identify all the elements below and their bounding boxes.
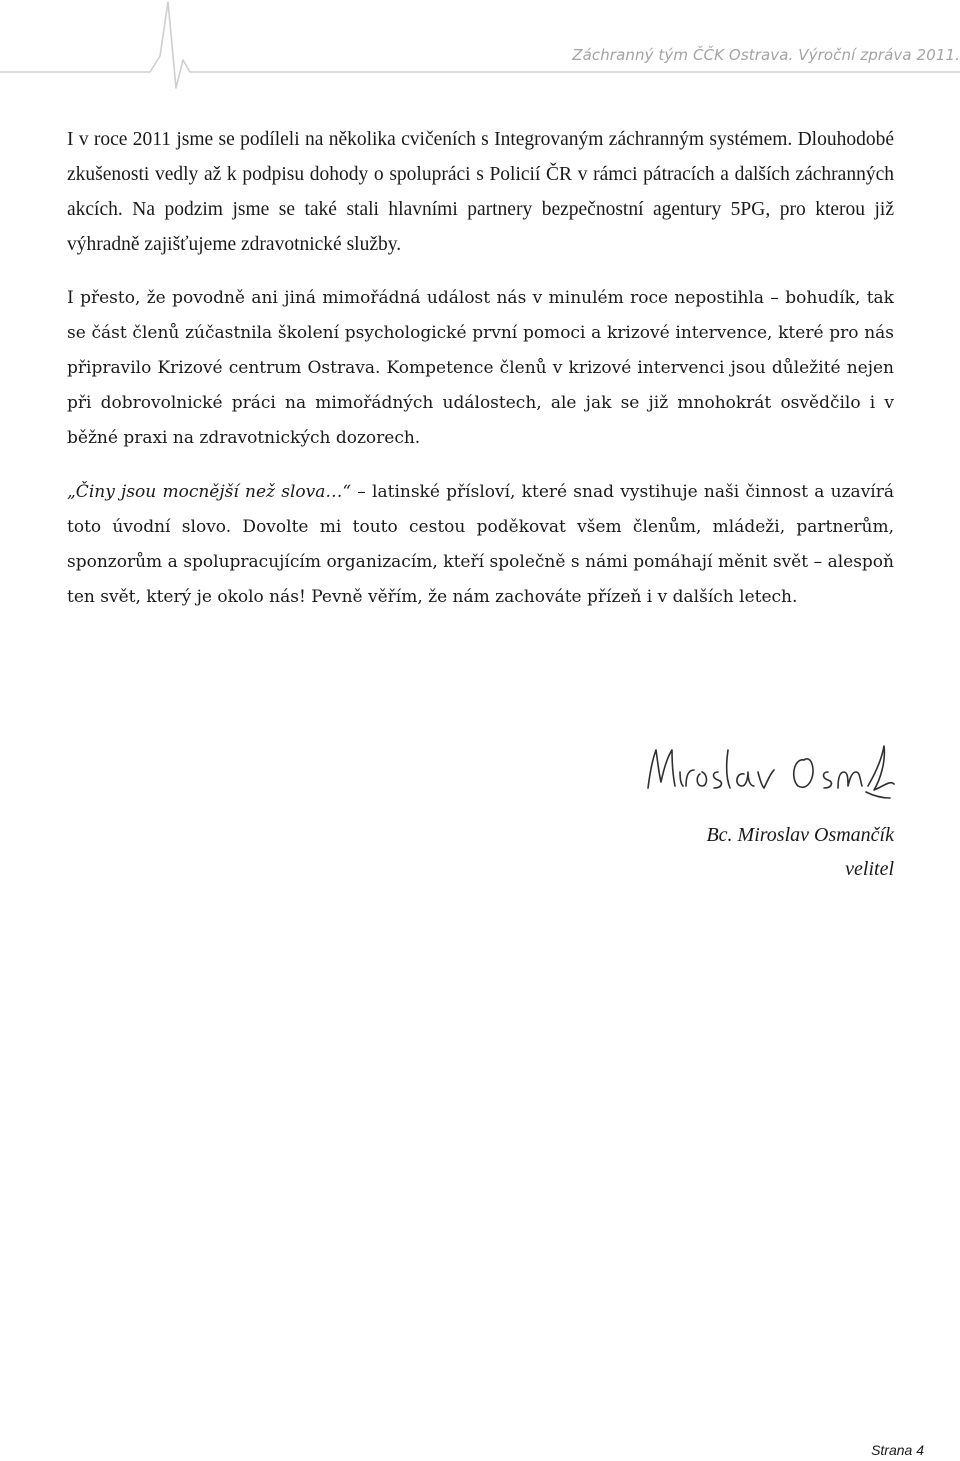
paragraph-3-text: – latinské přísloví, které snad vystihuje naši činnost a uzavírá toto úvodní slovo. Dovolte mi touto cestou poděkovat všem členům, mládeži, partnerům, sponzorům a spolupracujícím organizacím, kteří společně s námi pomáhají měnit svět – alespoň ten svět, který je okolo nás! Pevně věřím, že nám zachováte přízeň i v dalších letech. — [67, 482, 894, 607]
paragraph-1: I v roce 2011 jsme se podíleli na několika cvičeních s Integrovaným záchranným systémem. Dlouhodobé zkušenosti vedly až k podpisu dohody o spolupráci s Policií ČR v rámci pátracích a dalších záchranných akcích. Na podzim jsme se také stali hlavními partnery bezpečnostní agentury 5PG, pro kterou již výhradně zajišťujeme zdravotnické služby. — [67, 129, 894, 255]
page-number: Strana 4 — [871, 1442, 924, 1458]
signatory-name: Bc. Miroslav Osmančík — [706, 824, 894, 846]
latin-proverb-quote: „Činy jsou mocnější než slova…“ — [67, 482, 352, 502]
signatory-role: velitel — [845, 858, 894, 880]
letter-body — [67, 122, 894, 615]
paragraph-3 — [67, 475, 894, 615]
paragraph-2: I přesto, že povodně ani jiná mimořádná událost nás v minulém roce nepostihla – bohudík, tak se část členů zúčastnila školení psychologické první pomoci a krizové intervence, které pro nás připravilo Krizové centrum Ostrava. Kompetence členů v krizové intervenci jsou důležité nejen při dobrovolnické práci na mimořádných událostech, ale jak se již mnohokrát osvědčilo i v běžné praxi na zdravotnických dozorech. — [67, 288, 894, 448]
handwritten-signature — [628, 728, 908, 810]
page-header-title: Záchranný tým ČČK Ostrava. Výroční zpráva 2011. — [572, 46, 960, 64]
